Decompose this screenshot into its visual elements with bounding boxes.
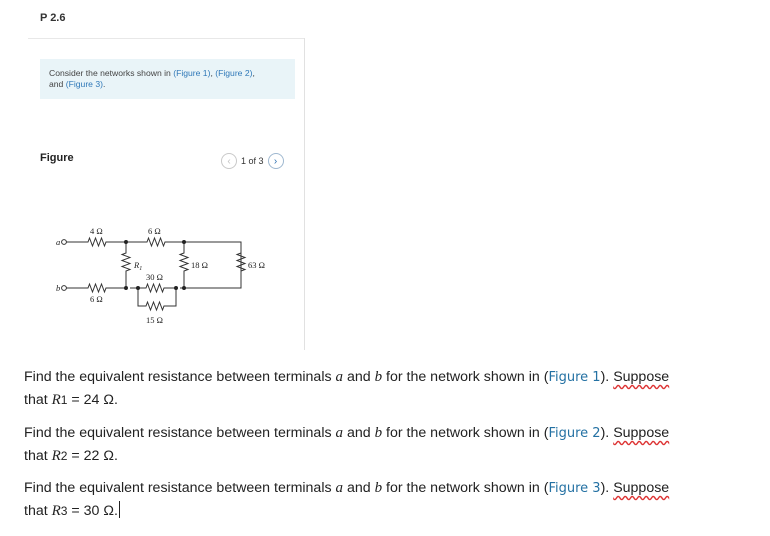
question-figure-2-link[interactable]: Figure 2 xyxy=(548,426,601,441)
node-dot xyxy=(136,286,140,290)
problem-title: P 2.6 xyxy=(40,12,66,24)
circuit-diagram xyxy=(50,220,290,335)
figure-label: Figure xyxy=(40,152,74,164)
figure-3-link[interactable]: (Figure 3) xyxy=(65,79,103,89)
node-dot xyxy=(124,286,128,290)
node-dot xyxy=(124,240,128,244)
text-cursor xyxy=(119,501,120,518)
terminal-a-label: a xyxy=(56,237,61,247)
label-4-ohm: 4 Ω xyxy=(90,226,103,236)
question-figure-1-link[interactable]: Figure 1 xyxy=(548,370,601,385)
resistor-18 xyxy=(180,242,188,288)
label-18-ohm: 18 Ω xyxy=(191,260,208,270)
chevron-left-icon[interactable]: ‹ xyxy=(221,153,237,169)
label-r1: $R_1$ xyxy=(134,260,143,272)
node-dot xyxy=(174,286,178,290)
terminal-a-node xyxy=(62,240,67,245)
label-63-ohm: 63 Ω xyxy=(248,260,265,270)
figure-pager xyxy=(221,152,284,170)
label-6-ohm-bottom: 6 Ω xyxy=(90,294,103,304)
figure-2-link[interactable]: (Figure 2) xyxy=(215,68,253,78)
label-6-ohm-top: 6 Ω xyxy=(148,226,161,236)
resistor-63 xyxy=(237,253,245,271)
panel-divider-top xyxy=(28,38,304,39)
bottom-wire xyxy=(66,284,127,292)
chevron-right-icon[interactable]: › xyxy=(268,153,284,169)
question-3[interactable]: Find the equivalent resistance between terminals a and b for the network shown in (Figure 3). Suppose that R3 = 30 Ω. xyxy=(24,480,670,519)
resistor-r1 xyxy=(122,242,130,288)
node-dot xyxy=(182,240,186,244)
question-2: Find the equivalent resistance between terminals a and b for the network shown in (Figure 2). Suppose that R2 = 22 Ω. xyxy=(24,425,670,464)
node-dot xyxy=(182,286,186,290)
label-30-ohm: 30 Ω xyxy=(146,272,163,282)
terminal-b-label: b xyxy=(56,283,61,293)
label-15-ohm: 15 Ω xyxy=(146,315,163,325)
figure-1-link[interactable]: (Figure 1) xyxy=(173,68,211,78)
panel-divider xyxy=(304,38,305,350)
question-figure-3-link[interactable]: Figure 3 xyxy=(548,481,601,496)
intro-text: Consider the networks shown in xyxy=(49,68,174,78)
terminal-b-node xyxy=(62,286,67,291)
intro-box: Consider the networks shown in (Figure 1), (Figure 2), and (Figure 3). xyxy=(40,59,295,99)
question-1: Find the equivalent resistance between terminals a and b for the network shown in (Figure 1). Suppose that R1 = 24 Ω. xyxy=(24,369,670,408)
pager-text: 1 of 3 xyxy=(241,156,264,166)
